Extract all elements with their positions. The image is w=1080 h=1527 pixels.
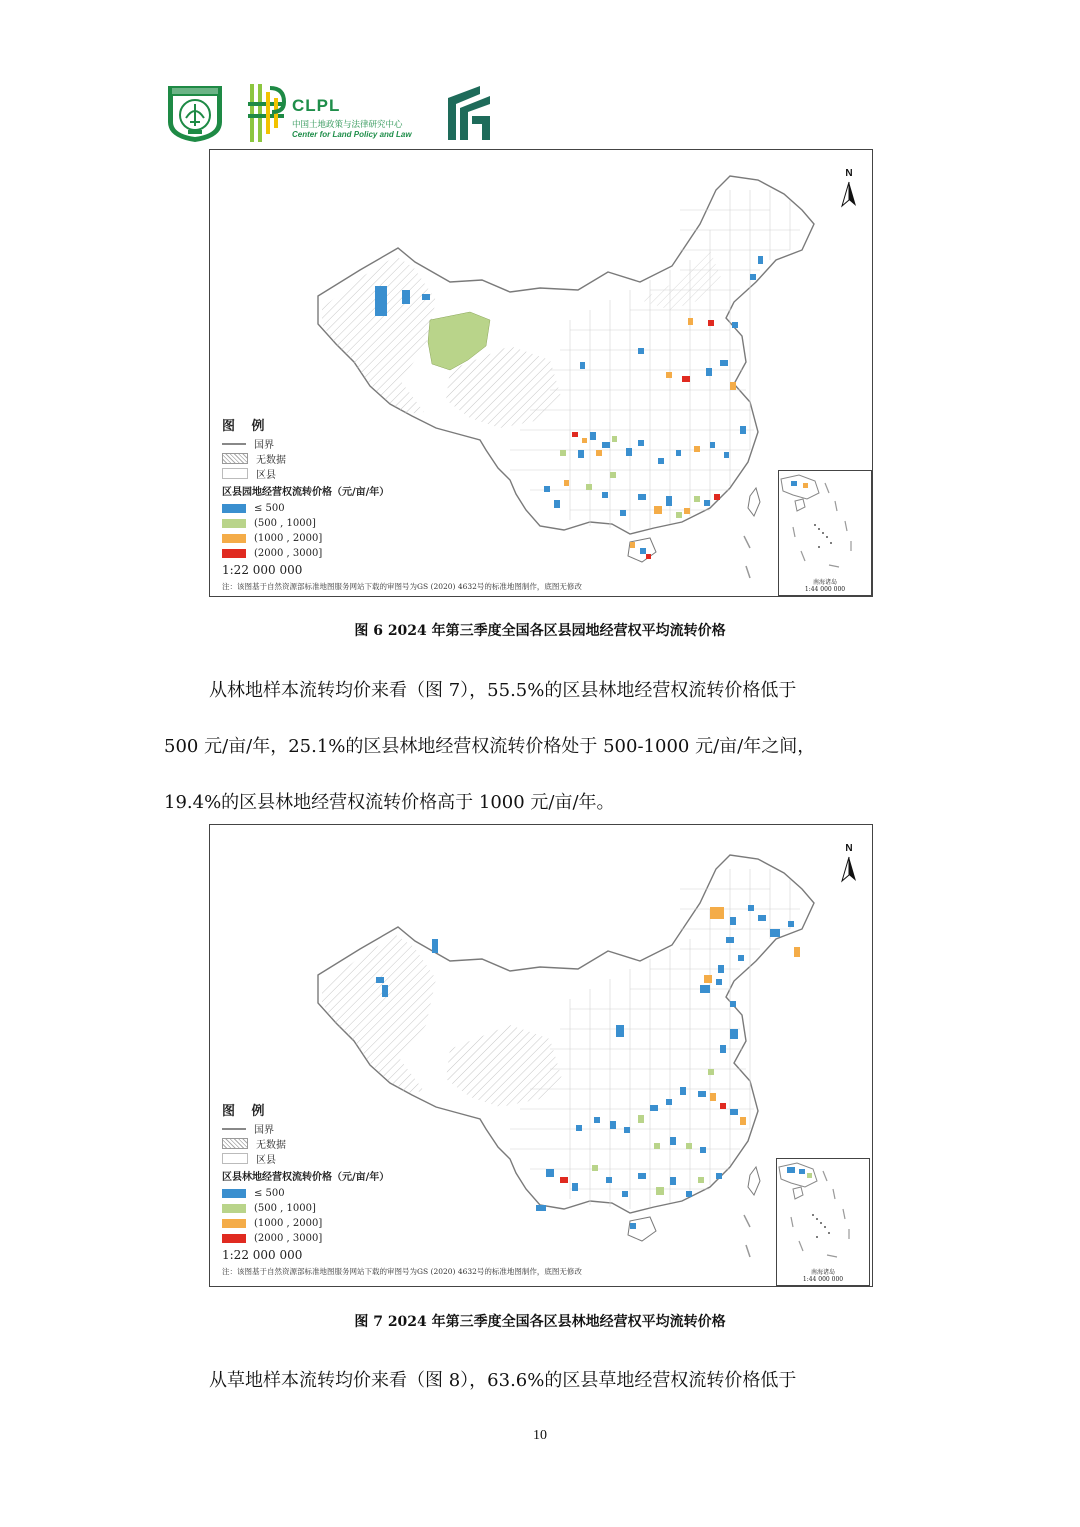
legend-item-nodata: 无数据 [222,1136,582,1151]
inset-map [779,471,871,579]
university-seal-logo [164,82,226,144]
legend-item-county: 区县 [222,1151,582,1166]
inset-scale: 1:44 000 000 [804,586,846,593]
inset-label: 南海诸岛 [810,1269,835,1276]
clpl-logo [246,80,416,146]
north-arrow [836,845,862,885]
legend-class-3: (1000 , 2000] [222,1216,582,1231]
map-scale: 1:22 000 000 [222,1248,303,1262]
legend-item-county: 区县 [222,466,582,481]
legend-class-2: (500 , 1000] [222,516,582,531]
clpl-english-name: Center for Land Policy and Law [292,130,412,139]
south-china-sea-inset [778,470,872,596]
paragraph-1-line-3: 19.4%的区县林地经营权流转价格高于 1000 元/亩/年。 [164,792,615,813]
north-arrow [836,170,862,210]
legend-class-3: (1000 , 2000] [222,531,582,546]
inset-scale: 1:44 000 000 [802,1276,844,1283]
figure-7-caption: 图 7 2024 年第三季度全国各区县林地经营权平均流转价格 [354,1314,726,1330]
map-legend [222,415,582,592]
nine-dash-line [744,536,750,578]
figure-6-map [209,149,873,597]
legend-subtitle: 区县园地经营权流转价格（元/亩/年） [222,487,390,498]
paragraph-2-line-1: 从草地样本流转均价来看（图 8），63.6%的区县草地经营权流转价格低于 [209,1370,797,1391]
legend-class-4: (2000 , 3000] [222,1231,582,1246]
clpl-name: CLPL [292,96,341,115]
legend-class-1: ≤ 500 [222,501,582,516]
map-note: 注：该图基于自然资源部标准地图服务网站下载的审图号为GS (2020) 4632号的标准地图制作，底图无修改 [222,1267,582,1276]
paragraph-1-line-1: 从林地样本流转均价来看（图 7），55.5%的区县林地经营权流转价格低于 [209,680,797,701]
south-china-sea-inset [776,1158,870,1286]
page-number: 10 [533,1428,547,1443]
taiwan-island [748,1167,760,1195]
clpl-chinese-name: 中国土地政策与法律研究中心 [292,120,403,130]
legend-title: 图 例 [222,419,271,434]
legend-item-nodata: 无数据 [222,451,582,466]
legend-item-border: 国界 [222,436,582,451]
legend-item-border: 国界 [222,1121,582,1136]
header-logos [164,80,504,146]
north-label: N [845,843,853,854]
legend-class-4: (2000 , 3000] [222,546,582,561]
inset-map [777,1159,869,1269]
map-scale: 1:22 000 000 [222,563,303,577]
legend-class-2: (500 , 1000] [222,1201,582,1216]
legend-class-1: ≤ 500 [222,1186,582,1201]
third-institution-logo [446,84,492,142]
legend-subtitle: 区县林地经营权流转价格（元/亩/年） [222,1172,390,1183]
map-legend [222,1100,582,1277]
map-note: 注：该图基于自然资源部标准地图服务网站下载的审图号为GS (2020) 4632号的标准地图制作，底图无修改 [222,582,582,591]
clpl-mark-icon [246,82,286,144]
paragraph-1-line-2: 500 元/亩/年，25.1%的区县林地经营权流转价格处于 500-1000 元/亩/年之间， [164,736,816,757]
north-label: N [845,168,853,179]
inset-label: 南海诸岛 [812,579,837,586]
nine-dash-line [744,1215,750,1257]
taiwan-island [748,488,760,516]
figure-6-caption: 图 6 2024 年第三季度全国各区县园地经营权平均流转价格 [354,623,726,639]
legend-title: 图 例 [222,1104,271,1119]
figure-7-map [209,824,873,1287]
